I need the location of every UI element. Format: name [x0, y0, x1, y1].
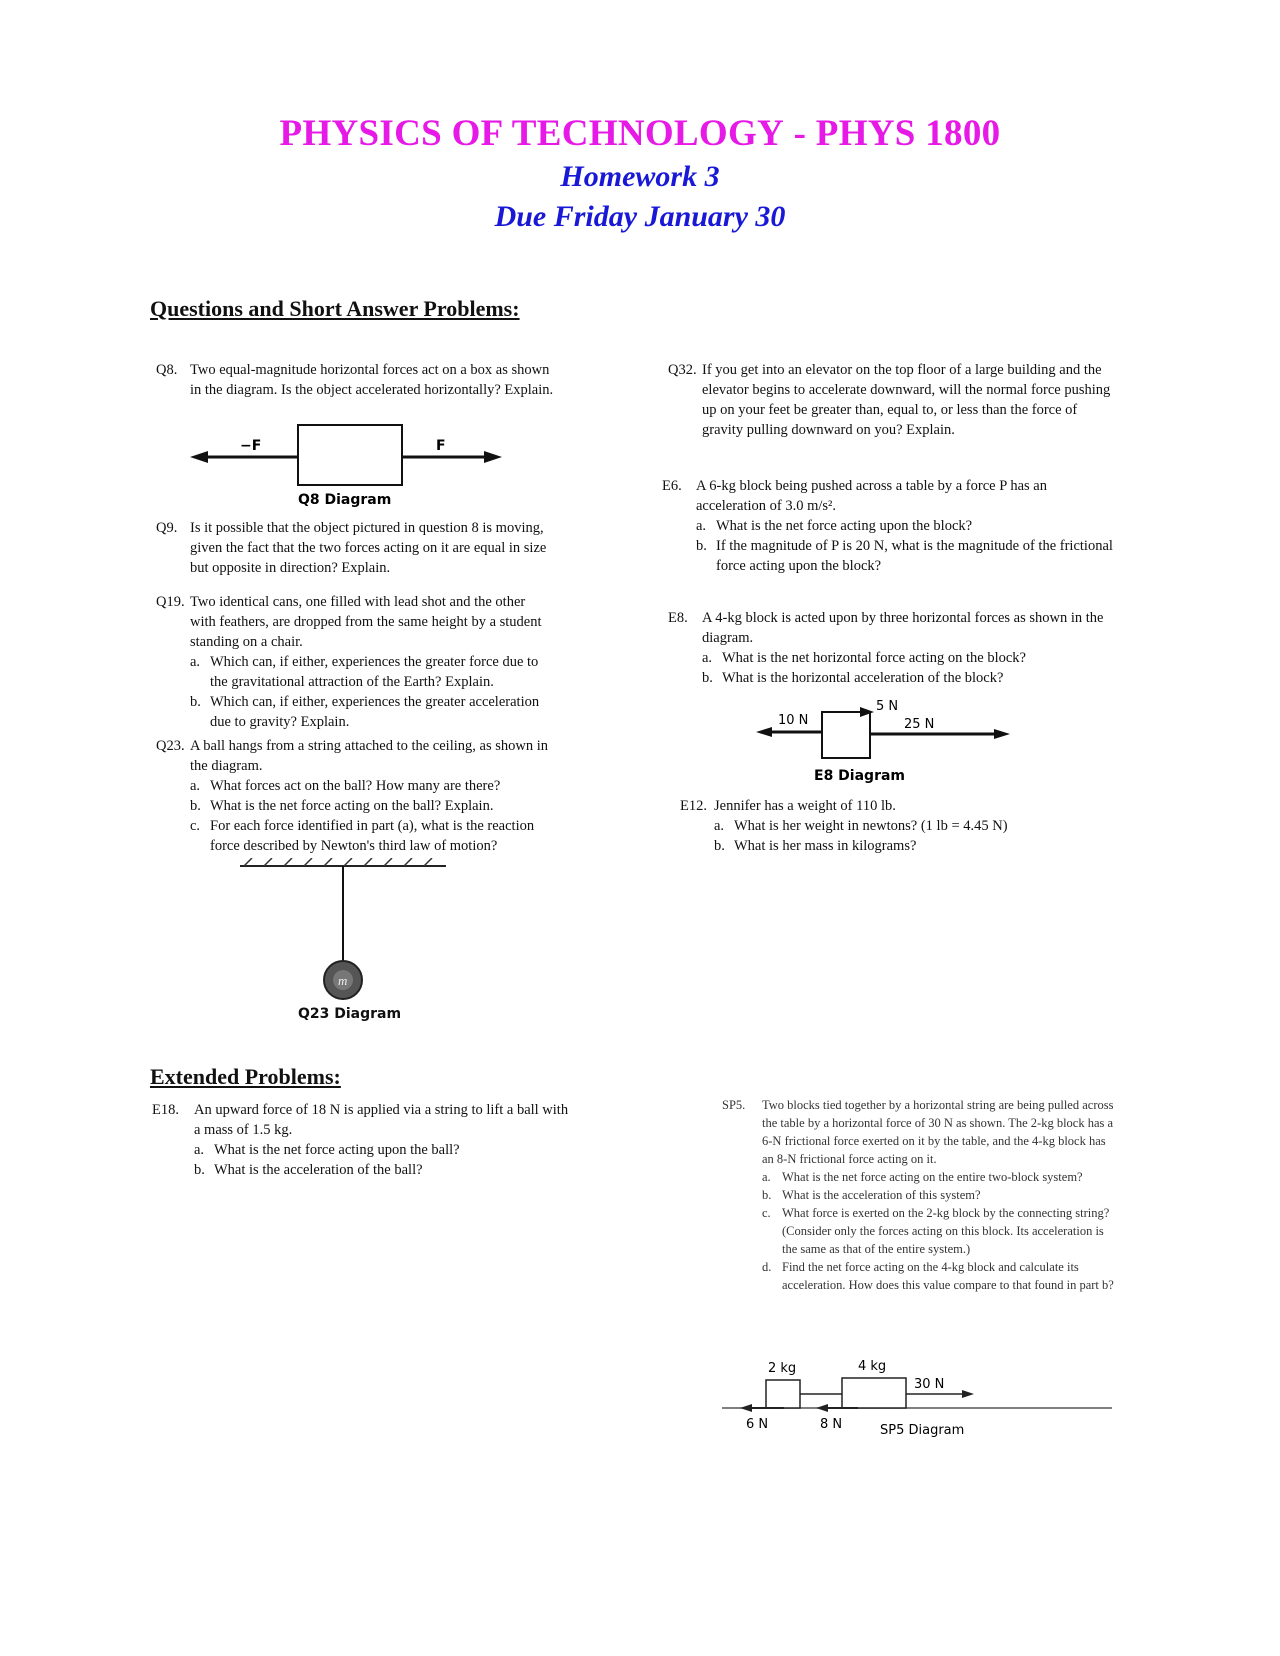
q23-diagram-caption: Q23 Diagram [298, 1006, 402, 1022]
page-title [0, 112, 1280, 155]
question-text: A 4-kg block is acted upon by three horizontal forces as shown in the diagram. [702, 610, 1104, 646]
question-q23 [156, 736, 554, 856]
e8-diagram [756, 700, 1018, 786]
part-letter: a. [190, 654, 201, 670]
question-text: A ball hangs from a string attached to the ceiling, as shown in the diagram. [190, 738, 548, 774]
question-number: E6. [662, 478, 682, 494]
part-letter: a. [696, 518, 707, 534]
question-number: Q8. [156, 362, 178, 378]
question-q8 [156, 360, 554, 400]
question-text: Two equal-magnitude horizontal forces act on a box as shown in the diagram. Is the object accelerated horizontally? Explain. [190, 362, 554, 398]
part-text: For each force identified in part (a), what is the reaction force described by Newton's third law of motion? [210, 818, 535, 854]
homework-subtitle: Homework 3 [560, 160, 720, 193]
question-q32 [668, 360, 1113, 440]
part-letter: a. [714, 818, 725, 834]
part-letter: d. [762, 1260, 772, 1274]
mass-4kg-label: 4 kg [858, 1359, 887, 1374]
question-number: E12. [680, 798, 707, 814]
question-number: Q9. [156, 520, 178, 536]
title-course-code: - PHYS 1800 [784, 113, 1001, 154]
friction-8n-arrowhead [816, 1404, 828, 1412]
title-part-technology: ECHNOLOGY [536, 113, 785, 154]
part-letter: a. [702, 650, 713, 666]
part-letter: a. [762, 1170, 771, 1184]
question-text: Two identical cans, one filled with lead shot and the other with feathers, are dropped from the same height by a student standing on a chair. [190, 594, 542, 650]
question-number: Q32. [668, 362, 697, 378]
question-part-b [194, 1160, 572, 1180]
part-text: What is the acceleration of this system? [782, 1188, 981, 1202]
question-part-b [696, 536, 1118, 576]
part-text: What is the net horizontal force acting on the block? [722, 650, 1026, 666]
part-letter: b. [194, 1162, 205, 1178]
part-text: What is her weight in newtons? (1 lb = 4.45 N) [734, 818, 1008, 834]
sp5-diagram [718, 1350, 1118, 1442]
part-text: What is the net force acting on the ball? Explain. [210, 798, 494, 814]
part-text: What is her mass in kilograms? [734, 838, 917, 854]
part-letter: b. [190, 694, 201, 710]
pull-arrowhead [962, 1390, 974, 1398]
question-part-b [190, 796, 554, 816]
question-part-c [190, 816, 554, 856]
part-text: Which can, if either, experiences the greater force due to the gravitational attraction of the Earth? Explain. [210, 654, 539, 690]
force-5n-label: 5 N [876, 700, 899, 714]
question-part-a [714, 816, 1100, 836]
force-25n-label: 25 N [904, 717, 935, 732]
part-letter: c. [762, 1206, 771, 1220]
part-letter: b. [696, 538, 707, 554]
question-text: Two blocks tied together by a horizontal string are being pulled across the table by a horizontal force of 30 N as shown. The 2-kg block has a 6-N frictional force exerted on it by the table, and the 4-kg block has an 8-N frictional force acting on it. [762, 1098, 1114, 1166]
part-letter: b. [762, 1188, 772, 1202]
question-e18 [152, 1100, 572, 1180]
question-part-a [696, 516, 1118, 536]
part-letter: b. [190, 798, 201, 814]
question-part-a [702, 648, 1120, 668]
question-e8 [668, 608, 1120, 688]
part-letter: b. [714, 838, 725, 854]
q8-diagram-caption: Q8 Diagram [298, 492, 392, 508]
question-e6 [662, 476, 1118, 576]
question-part-a [190, 776, 554, 796]
section-heading-questions: Questions and Short Answer Problems: [150, 296, 520, 321]
two-kg-block [766, 1380, 800, 1408]
force-10n-label: 10 N [778, 713, 809, 728]
question-text: Is it possible that the object pictured in question 8 is moving, given the fact that the two forces acting on it are equal in size but opposite in direction? Explain. [190, 520, 547, 576]
title-initial-t: T [511, 113, 537, 154]
friction-8n-label: 8 N [820, 1417, 843, 1432]
q23-diagram [230, 858, 460, 1018]
ball-mass-label: m [338, 973, 348, 988]
question-text: If you get into an elevator on the top floor of a large building and the elevator begins to accelerate downward, will the normal force pushing up on your feet be greater than, equal to, or less than the force of gravity pulling downward on you? Explain. [702, 362, 1111, 438]
part-text: What is the acceleration of the ball? [214, 1162, 423, 1178]
question-part-d [762, 1258, 1114, 1294]
question-part-c [762, 1204, 1114, 1258]
part-letter: a. [190, 778, 201, 794]
question-part-b [702, 668, 1120, 688]
question-part-b [714, 836, 1100, 856]
friction-6n-label: 6 N [746, 1417, 769, 1432]
pull-30n-label: 30 N [914, 1377, 945, 1392]
sp5-diagram-caption: SP5 Diagram [880, 1423, 965, 1438]
four-kg-block [842, 1378, 906, 1408]
part-text: What force is exerted on the 2-kg block by the connecting string? (Consider only the forces acting on this block. Its acceleration is the same as that of the entire system.) [782, 1206, 1110, 1256]
part-letter: b. [702, 670, 713, 686]
question-e12 [680, 796, 1100, 856]
right-force-label: F [436, 438, 446, 454]
due-date: Due Friday January 30 [494, 200, 786, 233]
part-text: What is the net force acting upon the block? [716, 518, 973, 534]
question-part-a [194, 1140, 572, 1160]
question-text: A 6-kg block being pushed across a table by a force P has an acceleration of 3.0 m/s². [696, 478, 1047, 514]
part-text: What is the horizontal acceleration of the block? [722, 670, 1004, 686]
part-text: If the magnitude of P is 20 N, what is the magnitude of the frictional force acting upon the block? [716, 538, 1113, 574]
question-part-b [190, 692, 554, 732]
question-number: E8. [668, 610, 688, 626]
left-force-label: −F [240, 438, 262, 454]
part-text: What is the net force acting on the entire two-block system? [782, 1170, 1083, 1184]
part-text: What is the net force acting upon the ball? [214, 1142, 460, 1158]
question-part-a [190, 652, 554, 692]
block [822, 712, 870, 758]
question-part-b [762, 1186, 1114, 1204]
title-part-physics: HYSICS OF [302, 113, 512, 154]
question-number: E18. [152, 1102, 179, 1118]
e8-diagram-caption: E8 Diagram [814, 768, 906, 784]
question-number: SP5. [722, 1098, 746, 1112]
right-arrowhead [484, 451, 502, 463]
question-text: An upward force of 18 N is applied via a string to lift a ball with a mass of 1.5 kg. [194, 1102, 569, 1138]
question-text: Jennifer has a weight of 110 lb. [714, 798, 896, 814]
part-text: What forces act on the ball? How many are there? [210, 778, 501, 794]
left-arrowhead [190, 451, 208, 463]
mass-2kg-label: 2 kg [768, 1361, 797, 1376]
ten-newton-arrowhead [756, 727, 772, 737]
q8-diagram [190, 420, 510, 512]
part-text: Which can, if either, experiences the greater acceleration due to gravity? Explain. [210, 694, 540, 730]
part-letter: c. [190, 818, 201, 834]
twenty-five-newton-arrowhead [994, 729, 1010, 739]
question-part-a [762, 1168, 1114, 1186]
question-number: Q23. [156, 738, 185, 754]
title-initial-p: P [279, 113, 303, 154]
box [298, 425, 402, 485]
question-number: Q19. [156, 594, 185, 610]
section-heading-extended: Extended Problems: [150, 1064, 341, 1089]
part-letter: a. [194, 1142, 205, 1158]
question-sp5 [722, 1096, 1114, 1294]
question-q19 [156, 592, 554, 732]
ceiling-hatching [244, 858, 432, 866]
question-q9 [156, 518, 554, 578]
part-text: Find the net force acting on the 4-kg block and calculate its acceleration. How does this value compare to that found in part b? [782, 1260, 1114, 1292]
friction-6n-arrowhead [740, 1404, 752, 1412]
